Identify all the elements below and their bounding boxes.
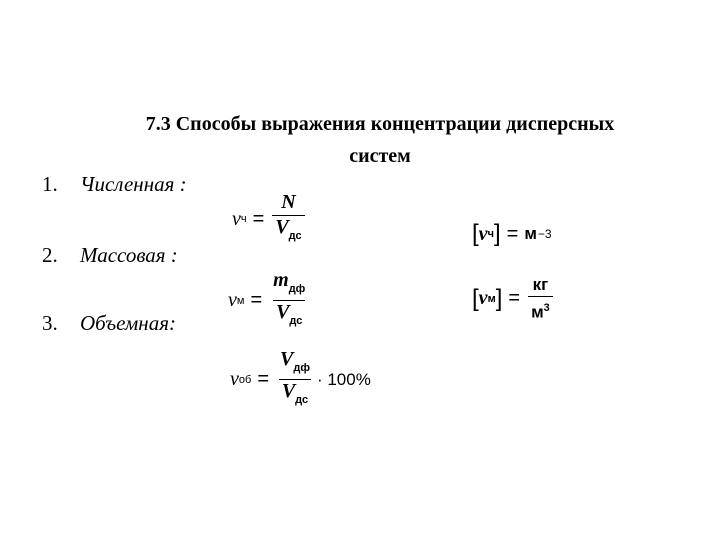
list-number: 1. <box>42 172 58 196</box>
equals-sign: = <box>250 289 263 311</box>
unit-symbol-sub: ч <box>487 228 494 240</box>
formula-symbol-sub: м <box>236 294 245 307</box>
numerator-sub: дф <box>293 362 310 374</box>
close-bracket: ] <box>495 284 503 312</box>
formula-symbol: ν <box>232 207 241 230</box>
list-label: Объемная: <box>80 311 176 335</box>
denominator-sub: дс <box>288 230 302 242</box>
list-item-volume <box>42 311 176 336</box>
list-number: 2. <box>42 243 58 267</box>
formula-symbol-sub: об <box>238 373 252 386</box>
unit-numeric <box>472 220 552 248</box>
formula-symbol-sub: ч <box>240 213 247 225</box>
slide-title-line-1: 7.3 Способы выражения концентрации дисперсных <box>145 113 615 135</box>
formula-volume <box>230 350 371 409</box>
formula-symbol: ν <box>228 289 237 311</box>
denominator-sub: дс <box>295 394 309 406</box>
open-bracket: [ <box>472 284 479 312</box>
fraction <box>270 271 308 330</box>
unit-numerator: кг <box>532 275 549 294</box>
denominator-symbol: V <box>275 216 289 238</box>
unit-mass <box>472 276 555 322</box>
fraction <box>272 193 304 245</box>
unit-denominator <box>528 296 553 322</box>
formula-mass <box>228 271 310 330</box>
equals-sign: = <box>508 287 521 310</box>
fraction-numerator <box>277 350 313 379</box>
equals-sign: = <box>252 207 265 230</box>
denominator-symbol: V <box>276 301 290 323</box>
equals-sign: = <box>257 368 269 390</box>
unit-value: м <box>524 224 537 243</box>
unit-symbol-sub: м <box>487 292 496 305</box>
list-number: 3. <box>42 311 58 335</box>
fraction-denominator <box>273 300 305 330</box>
formula-symbol: ν <box>230 368 239 390</box>
numerator-symbol: N <box>281 191 296 213</box>
close-bracket: ] <box>493 220 501 247</box>
unit-symbol: ν <box>478 287 488 310</box>
list-label: Массовая : <box>80 243 178 267</box>
slide-title <box>60 108 700 172</box>
list-item-numeric <box>42 172 187 197</box>
unit-symbol: ν <box>478 222 488 245</box>
fraction-numerator <box>278 193 298 215</box>
numerator-symbol: m <box>273 269 289 291</box>
equals-sign: = <box>506 222 519 245</box>
unit-denominator-exp: 3 <box>543 302 550 314</box>
fraction-numerator <box>270 271 308 300</box>
slide-title-line-2: систем <box>349 145 411 167</box>
fraction <box>277 350 313 409</box>
denominator-sub: дс <box>289 315 303 327</box>
unit-exponent: −3 <box>537 227 552 241</box>
percent-multiplier: · 100% <box>316 369 371 389</box>
numerator-sub: дф <box>288 283 306 295</box>
numerator-symbol: V <box>280 348 294 370</box>
open-bracket: [ <box>472 220 479 247</box>
unit-denominator-base: м <box>531 302 544 322</box>
fraction-denominator <box>272 215 304 245</box>
formula-numeric <box>232 193 307 245</box>
list-label: Численная : <box>80 172 187 196</box>
denominator-symbol: V <box>281 380 296 402</box>
unit-fraction <box>528 276 553 322</box>
list-item-mass <box>42 243 178 268</box>
fraction-denominator <box>279 379 311 409</box>
